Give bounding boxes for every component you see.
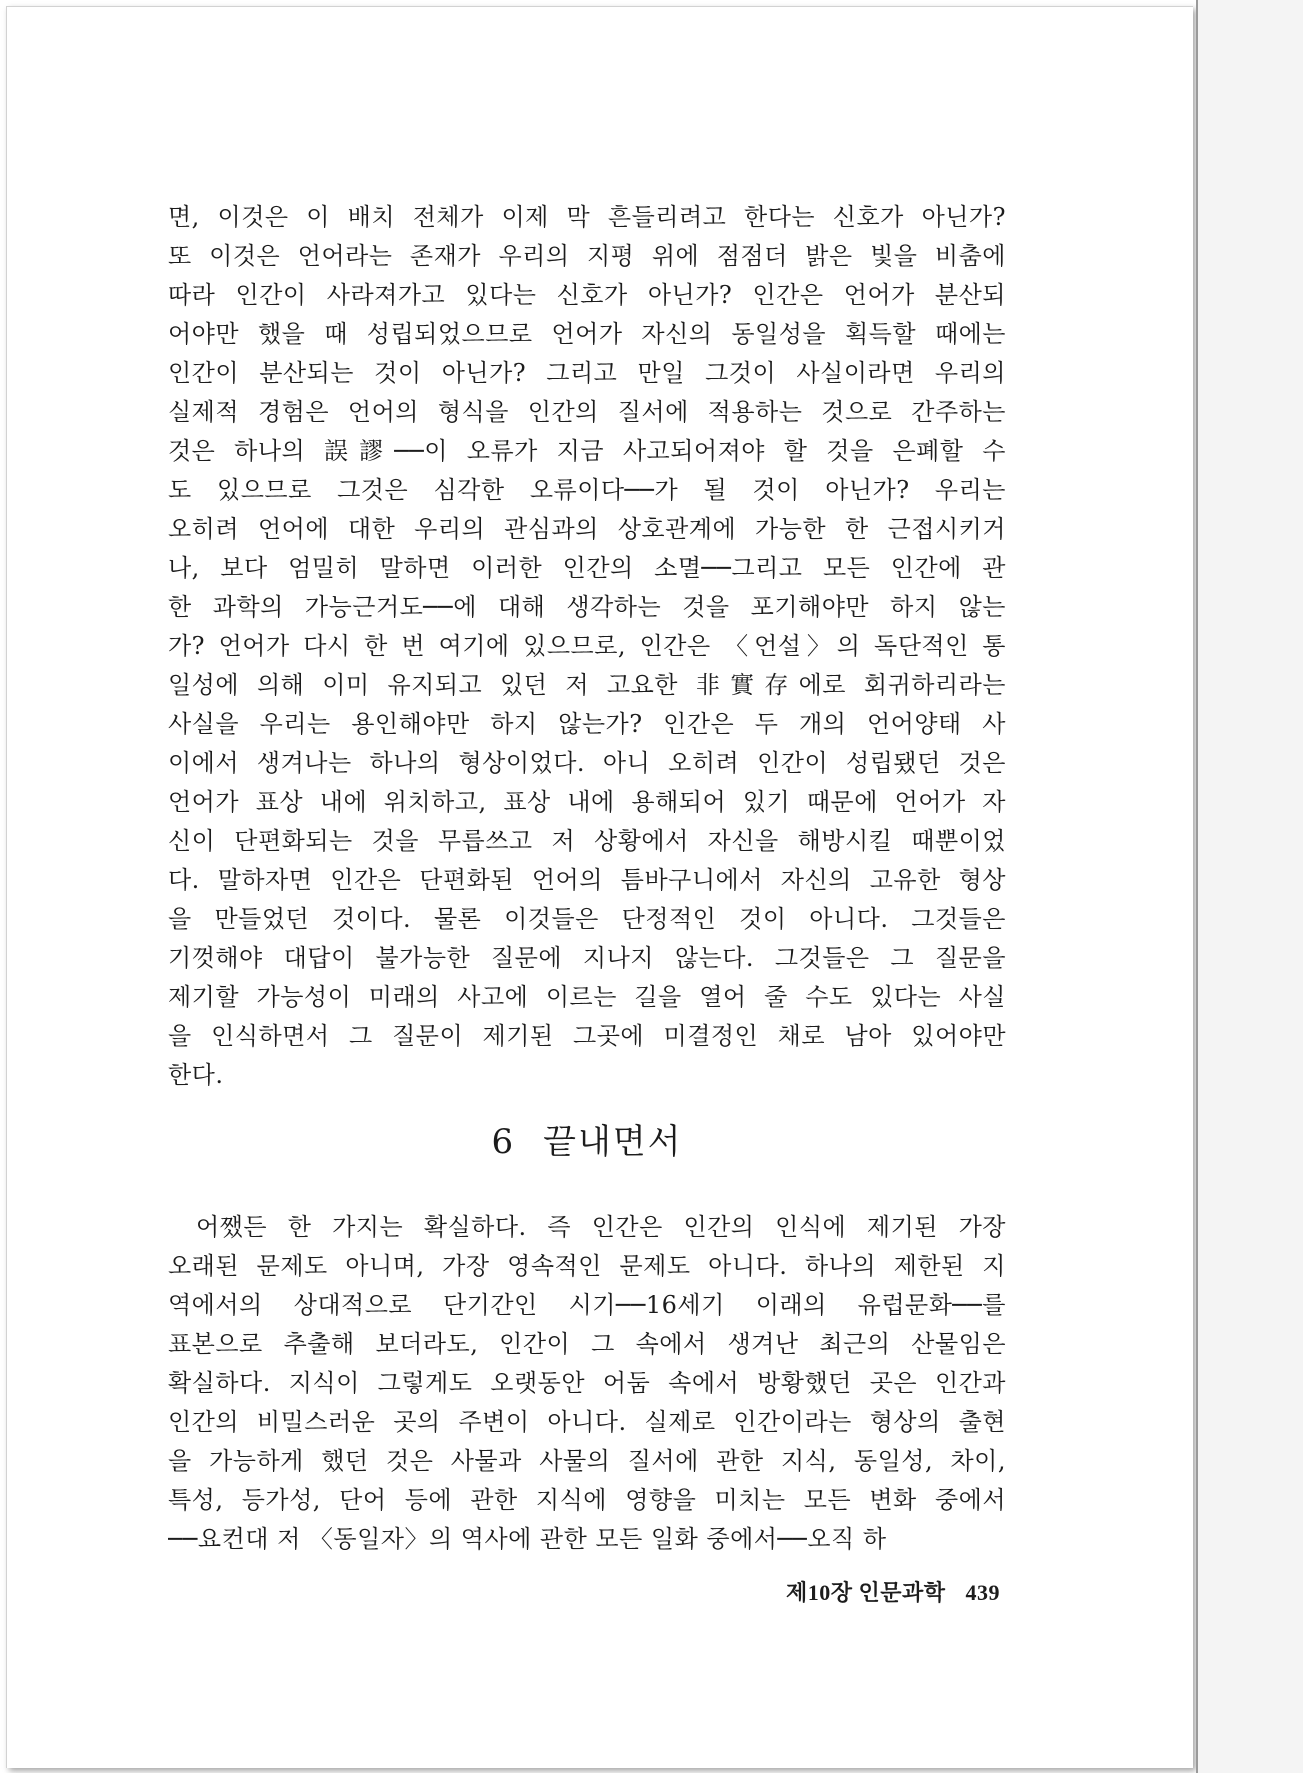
text-line: 오래된 문제도 아니며, 가장 영속적인 문제도 아니다. 하나의 제한된 지 [168, 1252, 1006, 1280]
text-line: 일성에 의해 이미 유지되고 있던 저 고요한 非實存에로 회귀하리라는 [168, 671, 1006, 699]
text-line: 제기할 가능성이 미래의 사고에 이르는 길을 열어 줄 수도 있다는 사실 [168, 983, 1006, 1011]
running-footer [700, 1576, 1000, 1607]
section-number: 6 [491, 1122, 516, 1162]
text-line: 도 있으므로 그것은 심각한 오류이다──가 될 것이 아닌가? 우리는 [168, 476, 1006, 504]
text-line: 것은 하나의 誤謬──이 오류가 지금 사고되어져야 할 것을 은폐할 수 [168, 437, 1006, 465]
text-line: 사실을 우리는 용인해야만 하지 않는가? 인간은 두 개의 언어양태 사 [168, 710, 1006, 738]
text-line: 다. 말하자면 인간은 단편화된 언어의 틈바구니에서 자신의 고유한 형상 [168, 866, 1006, 894]
text-line: 인간의 비밀스러운 곳의 주변이 아니다. 실제로 인간이라는 형상의 출현 [168, 1408, 1006, 1436]
text-line: 을 인식하면서 그 질문이 제기된 그곳에 미결정인 채로 남아 있어야만 [168, 1022, 1006, 1050]
text-line: 역에서의 상대적으로 단기간인 시기──16세기 이래의 유럽문화──를 [168, 1291, 1006, 1319]
section-heading [168, 1120, 1006, 1164]
text-line: 을 만들었던 것이다. 물론 이것들은 단정적인 것이 아니다. 그것들은 [168, 905, 1006, 933]
text-line: 신이 단편화되는 것을 무릅쓰고 저 상황에서 자신을 해방시킬 때뿐이었 [168, 827, 1006, 855]
text-line: 언어가 표상 내에 위치하고, 표상 내에 용해되어 있기 때문에 언어가 자 [168, 788, 1006, 816]
text-line: 가? 언어가 다시 한 번 여기에 있으므로, 인간은 〈언설〉의 독단적인 통 [168, 632, 1006, 660]
text-line: 나, 보다 엄밀히 말하면 이러한 인간의 소멸──그리고 모든 인간에 관 [168, 554, 1006, 582]
text-line: 기껏해야 대답이 불가능한 질문에 지나지 않는다. 그것들은 그 질문을 [168, 944, 1006, 972]
footer-chapter-title: 인문과학 [858, 1580, 946, 1605]
text-line: 이에서 생겨나는 하나의 형상이었다. 아니 오히려 인간이 성립됐던 것은 [168, 749, 1006, 777]
text-line: 오히려 언어에 대한 우리의 관심과의 상호관계에 가능한 한 근접시키거 [168, 515, 1006, 543]
section-title: 끝내면서 [543, 1122, 683, 1162]
text-line: 한 과학의 가능근거도──에 대해 생각하는 것을 포기해야만 하지 않는 [168, 593, 1006, 621]
page-number: 439 [965, 1580, 1000, 1605]
text-line: 특성, 등가성, 단어 등에 관한 지식에 영향을 미치는 모든 변화 중에서 [168, 1486, 1006, 1514]
footer-chapter: 제10장 [785, 1580, 853, 1605]
text-line: 확실하다. 지식이 그렇게도 오랫동안 어둠 속에서 방황했던 곳은 인간과 [168, 1369, 1006, 1397]
text-line: 인간이 분산되는 것이 아닌가? 그리고 만일 그것이 사실이라면 우리의 [168, 359, 1006, 387]
text-line: 한다. [168, 1061, 224, 1089]
body-paragraph-2 [168, 1208, 1006, 1559]
text-line: 어쨌든 한 가지는 확실하다. 즉 인간은 인간의 인식에 제기된 가장 [196, 1213, 1006, 1241]
body-paragraph-1 [168, 198, 1006, 1095]
viewer-right-gutter [1196, 0, 1303, 1773]
text-line: ──요컨대 저 〈동일자〉의 역사에 관한 모든 일화 중에서──오직 하 [168, 1525, 887, 1553]
text-line: 을 가능하게 했던 것은 사물과 사물의 질서에 관한 지식, 동일성, 차이, [168, 1447, 1006, 1475]
text-line: 실제적 경험은 언어의 형식을 인간의 질서에 적용하는 것으로 간주하는 [168, 398, 1006, 426]
text-line: 어야만 했을 때 성립되었으므로 언어가 자신의 동일성을 획득할 때에는 [168, 320, 1006, 348]
text-line: 표본으로 추출해 보더라도, 인간이 그 속에서 생겨난 최근의 산물임은 [168, 1330, 1006, 1358]
text-line: 또 이것은 언어라는 존재가 우리의 지평 위에 점점더 밝은 빛을 비춤에 [168, 242, 1006, 270]
text-line: 따라 인간이 사라져가고 있다는 신호가 아닌가? 인간은 언어가 분산되 [168, 281, 1006, 309]
text-line: 면, 이것은 이 배치 전체가 이제 막 흔들리려고 한다는 신호가 아닌가? [168, 203, 1006, 231]
